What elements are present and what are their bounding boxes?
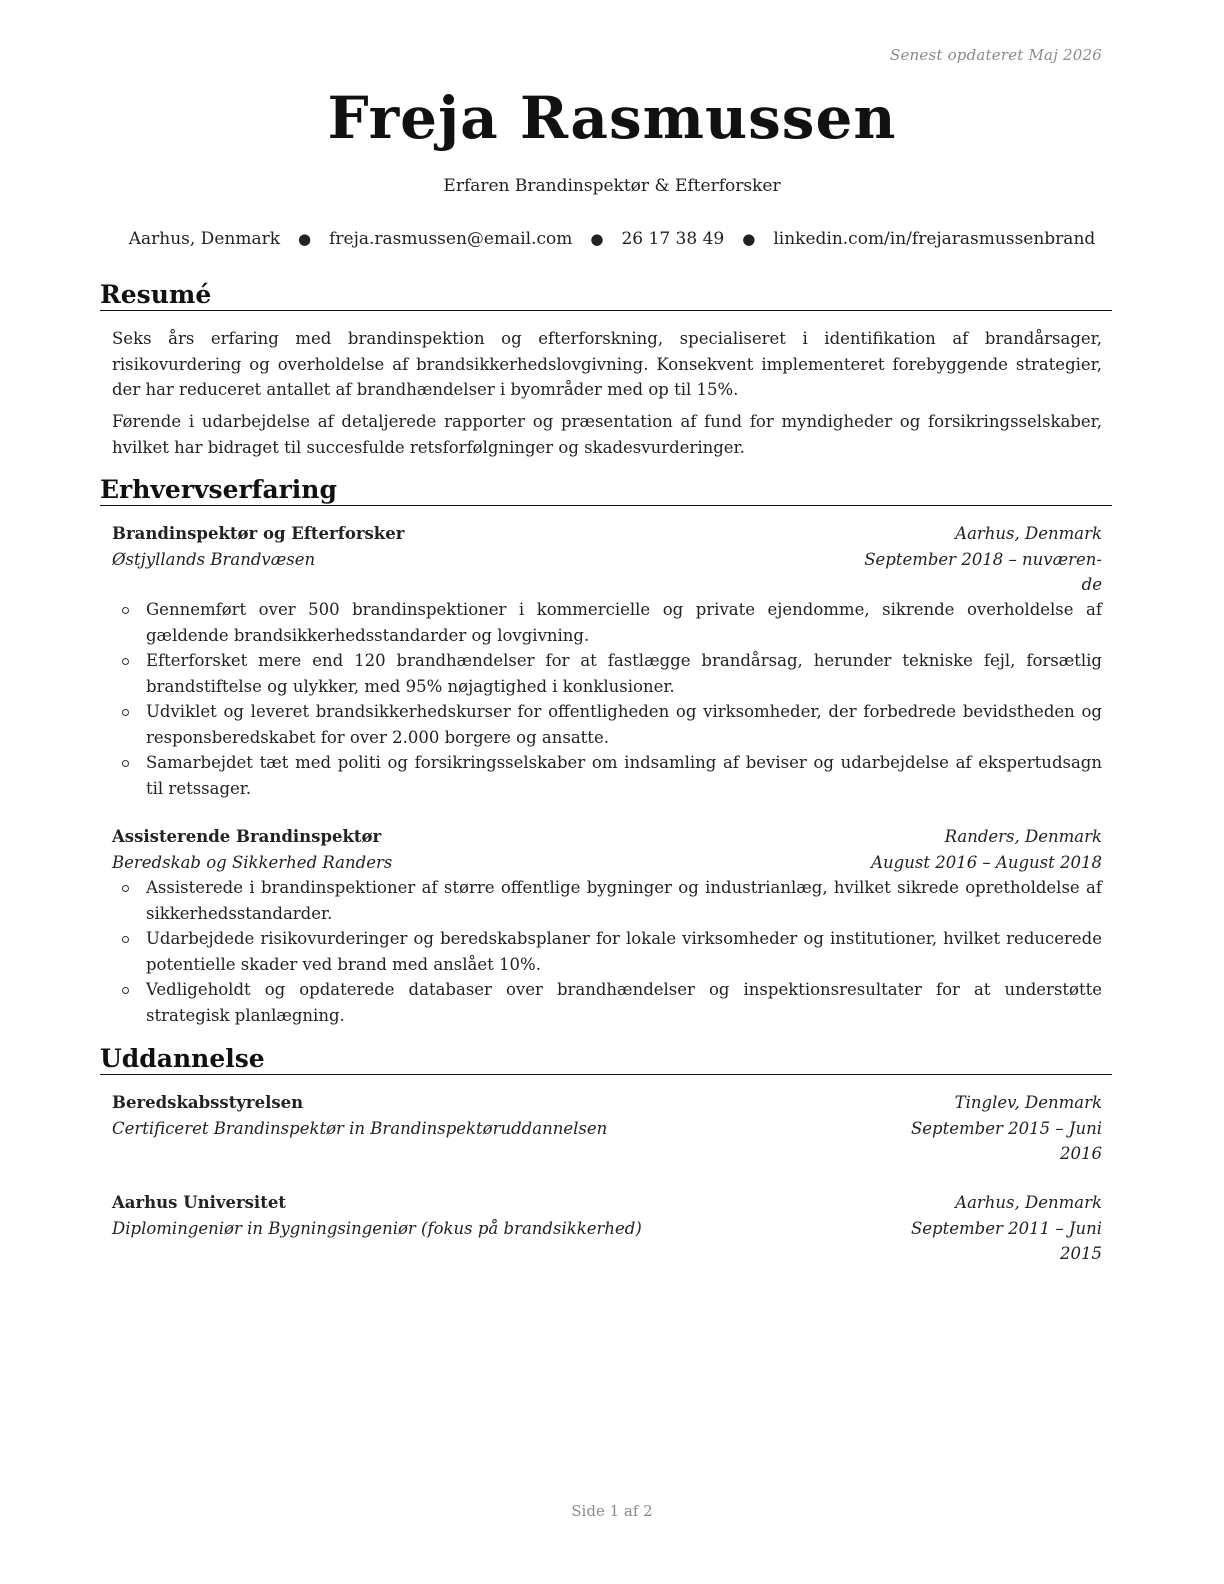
candidate-name: Freja Rasmussen <box>327 84 897 152</box>
section-title-education: Uddannelse <box>100 1044 1112 1075</box>
contact-email[interactable]: freja.rasmussen@email.com <box>329 229 573 249</box>
contact-line <box>0 229 1224 249</box>
circle-bullet-icon <box>122 885 129 892</box>
list-item: Udviklet og leveret brandsikkerhedskurser for offentligheden og virksomheder, der forbedrede bevidstheden og responsberedskabet for over 2.000 borgere og ansatte. <box>112 699 1102 750</box>
bullet-dot-icon: ● <box>298 230 312 248</box>
education-location: Tinglev, Denmark <box>954 1093 1102 1112</box>
circle-bullet-icon <box>122 987 129 994</box>
list-item: Assisterede i brandinspektioner af større offentlige bygninger og industrianlæg, hvilket sikrede opretholdelse af sikkerhedsstandarder. <box>112 875 1102 926</box>
bullet-dot-icon: ● <box>742 230 756 248</box>
last-updated: Senest opdateret Maj 2026 <box>889 46 1102 64</box>
job-role: Assisterende Brandinspektør <box>112 827 382 846</box>
circle-bullet-icon <box>122 760 129 767</box>
section-title-experience: Erhvervserfaring <box>100 475 1112 506</box>
education-entry <box>112 1090 1102 1167</box>
candidate-subtitle: Erfaren Brandinspektør & Efterforsker <box>443 176 781 196</box>
job-role: Brandinspektør og Efterforsker <box>112 524 405 543</box>
list-item: Vedligeholdt og opdaterede databaser over brandhændelser og inspektionsresultater for at understøtte strategisk planlægning. <box>112 977 1102 1028</box>
job-bullet-list <box>112 875 1102 1028</box>
education-dates: September 2015 – Juni 2016 <box>910 1118 1102 1163</box>
summary-paragraph-1: Seks års erfaring med brandinspektion og efterforskning, specialiseret i identifikation af brandårsager, risikovurdering og overholdelse af brandsikkerhedslovgivning. Konsekvent implementeret forebyggende strategier, der har reduceret antallet af brandhændelser i byområder med op til 15%. <box>112 329 1102 399</box>
job-entry <box>112 824 1102 875</box>
list-item: Efterforsket mere end 120 brandhændelser for at fastlægge brandårsag, herunder tekniske fejl, forsætlig brandstiftelse og ulykker, med 95% nøjagtighed i konklusioner. <box>112 648 1102 699</box>
job-bullet-list <box>112 597 1102 801</box>
circle-bullet-icon <box>122 936 129 943</box>
job-organization: Østjyllands Brandvæsen <box>112 549 316 569</box>
list-item: Gennemført over 500 brandinspektioner i kommercielle og private ejendomme, sikrende overholdelse af gældende brandsikkerhedsstandarder og lovgivning. <box>112 597 1102 648</box>
education-school: Aarhus Universitet <box>112 1193 286 1212</box>
list-item: Udarbejdede risikovurderinger og beredskabsplaner for lokale virksomheder og institutioner, hvilket reducerede potentielle skader ved brand med anslået 10%. <box>112 926 1102 977</box>
education-school: Beredskabsstyrelsen <box>112 1093 304 1112</box>
section-title-summary: Resumé <box>100 280 1112 311</box>
education-degree: Certificeret Brandinspektør in Brandinspektøruddannelsen <box>112 1118 608 1138</box>
education-location: Aarhus, Denmark <box>955 1193 1102 1212</box>
job-location: Aarhus, Denmark <box>955 524 1102 543</box>
list-item: Samarbejdet tæt med politi og forsikringsselskaber om indsamling af beviser og udarbejdelse af ekspertudsagn til retssager. <box>112 750 1102 801</box>
education-degree: Diplomingeniør in Bygningsingeniør (fokus på brandsikkerhed) <box>112 1218 642 1238</box>
education-dates: September 2011 – Juni 2015 <box>910 1218 1102 1263</box>
contact-location: Aarhus, Denmark <box>128 229 281 249</box>
circle-bullet-icon <box>122 709 129 716</box>
job-entry <box>112 521 1102 594</box>
job-dates: September 2018 – nuværen- de <box>864 549 1102 594</box>
bullet-dot-icon: ● <box>590 230 604 248</box>
job-organization: Beredskab og Sikkerhed Randers <box>112 852 393 872</box>
contact-phone: 26 17 38 49 <box>621 229 725 249</box>
job-location: Randers, Denmark <box>944 827 1102 846</box>
education-entry <box>112 1190 1102 1267</box>
summary-paragraph-2: Førende i udarbejdelse af detaljerede rapporter og præsentation af fund for myndigheder og forsikringsselskaber, hvilket har bidraget til succesfulde retsforfølgninger og skadesvurderinger. <box>112 412 1102 457</box>
circle-bullet-icon <box>122 658 129 665</box>
job-dates: August 2016 – August 2018 <box>871 852 1102 872</box>
contact-linkedin[interactable]: linkedin.com/in/frejarasmussenbrand <box>773 229 1096 249</box>
circle-bullet-icon <box>122 607 129 614</box>
page-number: Side 1 af 2 <box>571 1502 653 1520</box>
